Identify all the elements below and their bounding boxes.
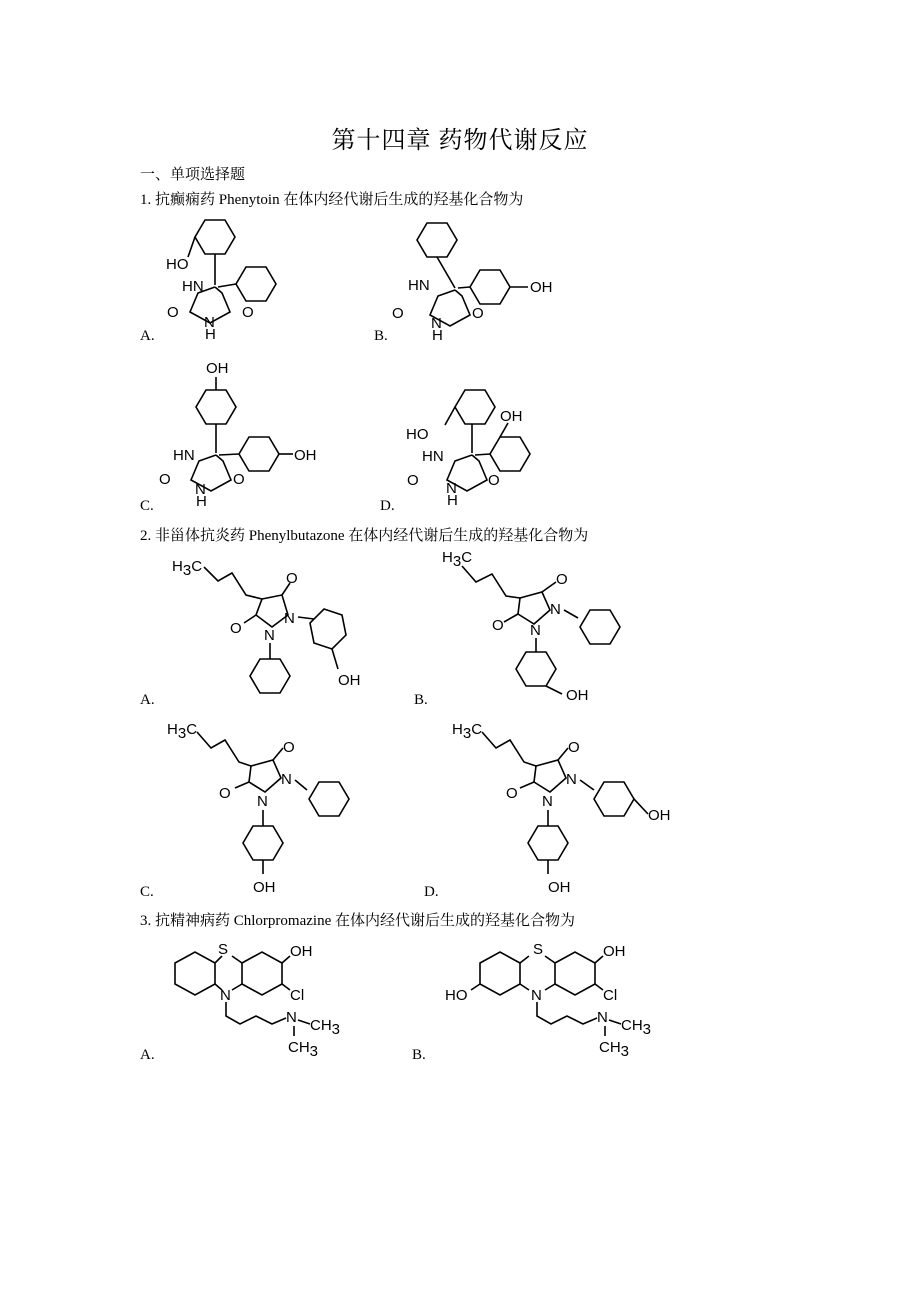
q1b-n: N bbox=[431, 315, 442, 332]
q2d-o1: O bbox=[568, 739, 580, 756]
q3a-hydroxyl: OH bbox=[290, 943, 313, 960]
q1b-o2: O bbox=[472, 305, 484, 322]
q1c-o1: O bbox=[159, 471, 171, 488]
q2c-o2: O bbox=[219, 785, 231, 802]
q2c-o1: O bbox=[283, 739, 295, 756]
section-heading: 一、单项选择题 bbox=[140, 167, 246, 183]
q2a-n1: N bbox=[284, 610, 295, 627]
q2c-methyl-c: H3C bbox=[167, 721, 198, 742]
q1a-o1: O bbox=[167, 304, 179, 321]
q2d-hydroxyl-bottom: OH bbox=[548, 879, 571, 896]
q1-option-d-label[interactable]: D. bbox=[380, 498, 395, 514]
q2-option-b-label[interactable]: B. bbox=[414, 692, 428, 708]
q3b-chlorine: Cl bbox=[603, 987, 618, 1004]
q3b-amine-n: N bbox=[597, 1009, 608, 1026]
q1d-hydroxyl-left: HO bbox=[406, 426, 429, 443]
q1-option-b-structure bbox=[390, 218, 560, 344]
q1a-h: H bbox=[205, 326, 216, 343]
q3a-amine-n: N bbox=[286, 1009, 297, 1026]
q1c-o2: O bbox=[233, 471, 245, 488]
q3b-hydroxyl-left: HO bbox=[445, 987, 468, 1004]
question-2-stem: 2. 非甾体抗炎药 Phenylbutazone 在体内经代谢后生成的羟基化合物为 bbox=[140, 528, 589, 544]
q3a-sulfur: S bbox=[218, 941, 229, 958]
q2d-n1: N bbox=[566, 771, 577, 788]
q1a-hn: HN bbox=[182, 278, 204, 295]
q1c-h: H bbox=[196, 493, 207, 510]
q1d-hydroxyl-right: OH bbox=[500, 408, 523, 425]
q2b-n2: N bbox=[530, 622, 541, 639]
q1a-o2: O bbox=[242, 304, 254, 321]
q2a-o1: O bbox=[286, 570, 298, 587]
q1-option-a-label[interactable]: A. bbox=[140, 328, 155, 344]
q2d-hydroxyl-right: OH bbox=[648, 807, 671, 824]
q1-option-c-label[interactable]: C. bbox=[140, 498, 154, 514]
q3-option-b-structure bbox=[445, 938, 655, 1058]
q1a-n: N bbox=[204, 314, 215, 331]
q2-option-b-structure bbox=[440, 548, 640, 708]
q2b-o1: O bbox=[556, 571, 568, 588]
q2a-n2: N bbox=[264, 627, 275, 644]
q1b-hn: HN bbox=[408, 277, 430, 294]
q1-option-c-structure bbox=[159, 358, 325, 510]
q3b-nitrogen: N bbox=[531, 987, 542, 1004]
q1c-hn: HN bbox=[173, 447, 195, 464]
q2a-o2: O bbox=[230, 620, 242, 637]
q3b-hydroxyl-right: OH bbox=[603, 943, 626, 960]
q2-option-a-structure bbox=[170, 553, 370, 693]
q2c-n2: N bbox=[257, 793, 268, 810]
q1d-o1: O bbox=[407, 472, 419, 489]
q2d-o2: O bbox=[506, 785, 518, 802]
q2-option-c-label[interactable]: C. bbox=[140, 884, 154, 900]
q1d-o2: O bbox=[488, 472, 500, 489]
q2c-hydroxyl: OH bbox=[253, 879, 276, 896]
q3b-methyl-2: CH3 bbox=[599, 1039, 630, 1060]
q2b-n1: N bbox=[550, 601, 561, 618]
q3b-sulfur: S bbox=[533, 941, 544, 958]
chapter-title: 第十四章 药物代谢反应 bbox=[331, 128, 589, 154]
q3a-methyl-1: CH3 bbox=[310, 1017, 341, 1038]
q1-option-a-structure bbox=[160, 215, 300, 343]
q1b-hydroxyl: OH bbox=[530, 279, 553, 296]
q1d-n: N bbox=[446, 480, 457, 497]
question-1-stem: 1. 抗癫痫药 Phenytoin 在体内经代谢后生成的羟基化合物为 bbox=[140, 192, 524, 208]
question-3-stem: 3. 抗精神病药 Chlorpromazine 在体内经代谢后生成的羟基化合物为 bbox=[140, 913, 575, 929]
q2-option-c-structure bbox=[165, 718, 365, 898]
q2a-hydroxyl: OH bbox=[338, 672, 361, 689]
q1-option-d-structure bbox=[400, 385, 550, 509]
q2b-hydroxyl: OH bbox=[566, 687, 589, 704]
q2c-n1: N bbox=[281, 771, 292, 788]
q3a-methyl-2: CH3 bbox=[288, 1039, 319, 1060]
q2b-methyl-c: H3C bbox=[442, 549, 473, 570]
q2-option-d-structure bbox=[450, 718, 680, 898]
q2b-o2: O bbox=[492, 617, 504, 634]
q2d-n2: N bbox=[542, 793, 553, 810]
q1a-hydroxyl: HO bbox=[166, 256, 189, 273]
q1b-h: H bbox=[432, 327, 443, 344]
q3-option-b-label[interactable]: B. bbox=[412, 1047, 426, 1063]
q1c-n: N bbox=[195, 481, 206, 498]
q1c-hydroxyl-right: OH bbox=[294, 447, 317, 464]
q2-option-d-label[interactable]: D. bbox=[424, 884, 439, 900]
q3-option-a-structure bbox=[160, 938, 340, 1058]
q3b-methyl-1: CH3 bbox=[621, 1017, 652, 1038]
q2a-methyl-c: H3C bbox=[172, 558, 203, 579]
q3a-nitrogen: N bbox=[220, 987, 231, 1004]
q3-option-a-label[interactable]: A. bbox=[140, 1047, 155, 1063]
q1d-hn: HN bbox=[422, 448, 444, 465]
q1b-o1: O bbox=[392, 305, 404, 322]
q2d-methyl-c: H3C bbox=[452, 721, 483, 742]
q1d-h: H bbox=[447, 492, 458, 509]
q1c-hydroxyl-top: OH bbox=[206, 360, 229, 377]
q3a-chlorine: Cl bbox=[290, 987, 305, 1004]
q2-option-a-label[interactable]: A. bbox=[140, 692, 155, 708]
q1-option-b-label[interactable]: B. bbox=[374, 328, 388, 344]
